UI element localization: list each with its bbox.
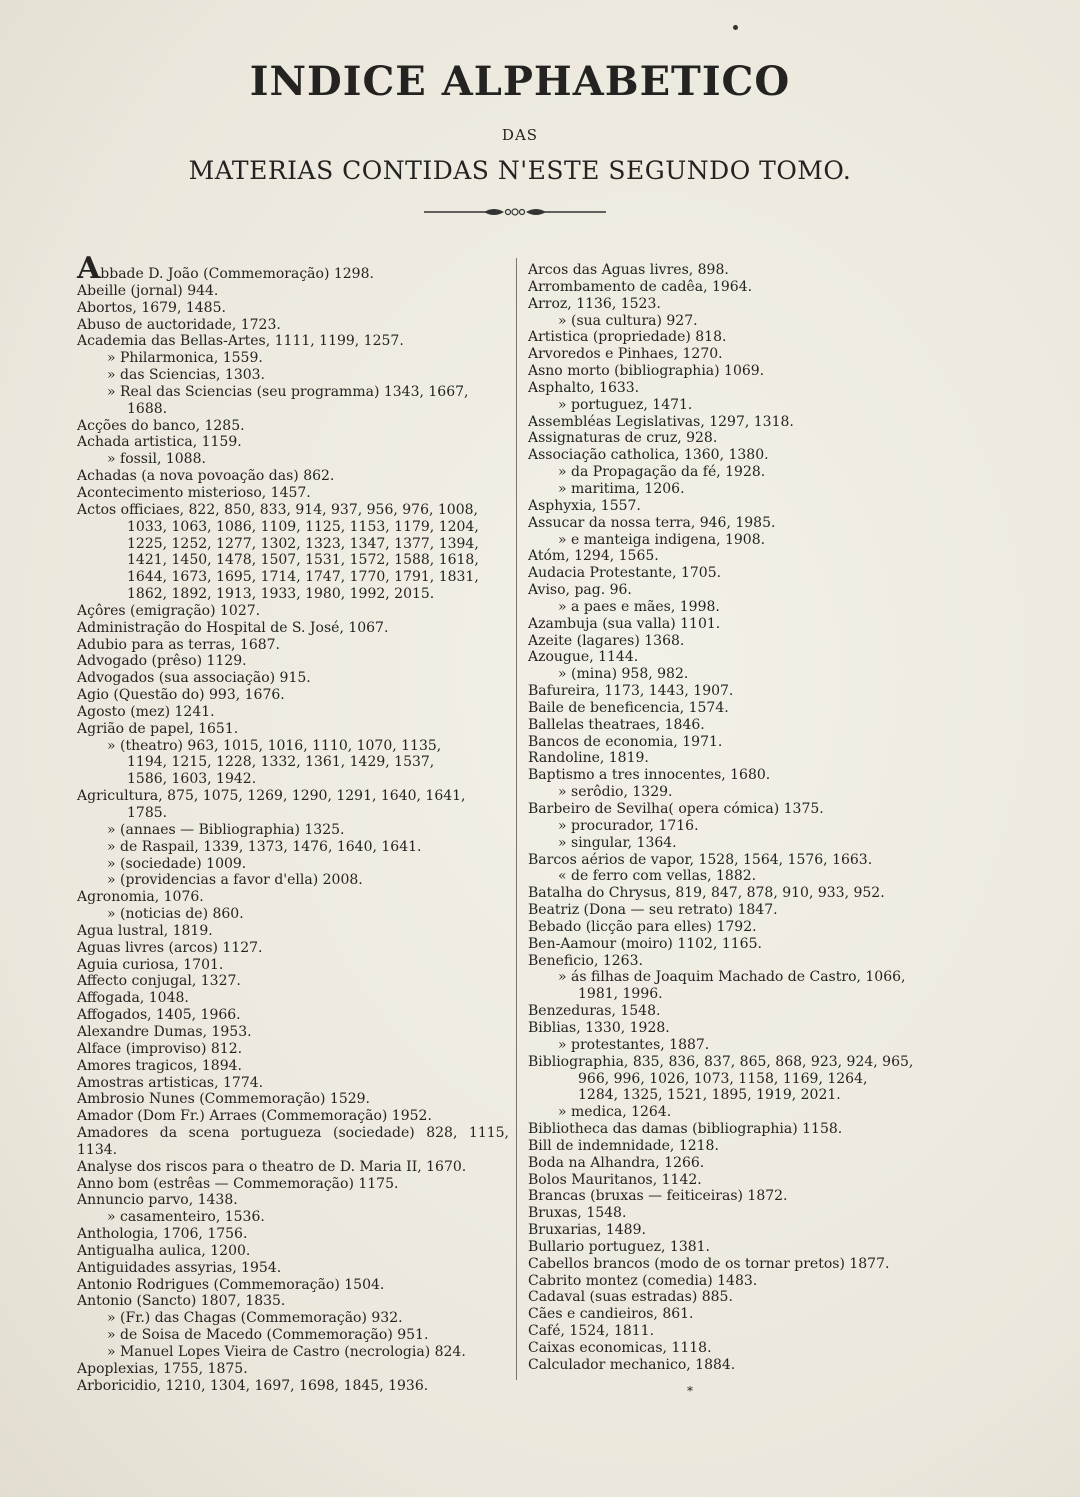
index-entry: » maritima, 1206. [558,480,685,497]
index-entry: Assembléas Legislativas, 1297, 1318. [528,413,794,430]
index-entry: Alexandre Dumas, 1953. [77,1023,252,1040]
index-entry: Atóm, 1294, 1565. [528,548,659,565]
index-entry: 1033, 1063, 1086, 1109, 1125, 1153, 1179, 1204, [127,518,479,535]
index-entry: Bill de indemnidade, 1218. [528,1137,719,1154]
index-entry: » portuguez, 1471. [558,396,693,413]
index-entry: » (noticias de) 860. [107,906,244,923]
index-entry: Cabrito montez (comedia) 1483. [528,1272,758,1289]
index-entry: Antiguidades assyrias, 1954. [77,1259,282,1276]
index-entry: » (sociedade) 1009. [107,855,247,872]
index-entry-text: bbade D. João (Commemoração) 1298. [100,266,374,282]
index-entry: » e manteiga indigena, 1908. [558,531,766,548]
index-entry: 1586, 1603, 1942. [127,771,257,788]
index-entry: Advogado (prêso) 1129. [77,653,247,670]
page-title: INDICE ALPHABETICO [249,58,791,105]
index-entry: Analyse dos riscos para o theatro de D. Maria II, 1670. [77,1158,467,1175]
index-entry: Cães e candieiros, 861. [528,1306,694,1323]
index-entry: Arvoredos e Pinhaes, 1270. [528,346,723,363]
index-entry: Agrião de papel, 1651. [77,720,239,737]
index-entry: Ambrosio Nunes (Commemoração) 1529. [77,1091,371,1108]
index-entry: Amores tragicos, 1894. [77,1057,242,1074]
index-entry: « de ferro com vellas, 1882. [558,868,757,885]
index-entry: Academia das Bellas-Artes, 1111, 1199, 1257. [77,333,404,350]
index-entry: Cadaval (suas estradas) 885. [528,1289,733,1306]
index-entry: Asphalto, 1633. [528,379,640,396]
page-subtitle: DAS [501,126,539,144]
index-entry: » casamenteiro, 1536. [107,1209,265,1226]
index-entry: Audacia Protestante, 1705. [528,565,722,582]
index-entry: 966, 996, 1026, 1073, 1158, 1169, 1264, [578,1070,868,1087]
index-entry: Bruxarias, 1489. [528,1222,646,1239]
index-entry: » de Raspail, 1339, 1373, 1476, 1640, 1641. [107,838,422,855]
index-entry: Agosto (mez) 1241. [77,703,215,720]
index-entry: Anno bom (estrêas — Commemoração) 1175. [77,1175,399,1192]
index-entry: Amador (Dom Fr.) Arraes (Commemoração) 1952. [77,1108,432,1125]
index-entry: Acontecimento misterioso, 1457. [77,484,311,501]
index-entry: Anthologia, 1706, 1756. [77,1226,248,1243]
index-entry: Artistica (propriedade) 818. [528,329,727,346]
index-entry: Achada artistica, 1159. [77,434,242,451]
index-entry: » procurador, 1716. [558,817,699,834]
index-entry: Alface (improviso) 812. [77,1040,243,1057]
index-entry: Bullario portuguez, 1381. [528,1238,710,1255]
index-entry: 1194, 1215, 1228, 1332, 1361, 1429, 1537, [127,754,435,771]
index-entry: Beneficio, 1263. [528,952,643,969]
index-entry: » (providencias a favor d'ella) 2008. [107,872,363,889]
index-entry: Acções do banco, 1285. [77,417,245,434]
index-entry: » (sua cultura) 927. [558,312,698,329]
index-entry: Affecto conjugal, 1327. [77,973,241,990]
index-entry: » fossil, 1088. [107,451,206,468]
index-entry: Adubio para as terras, 1687. [77,636,280,653]
index-entry: Abortos, 1679, 1485. [77,299,226,316]
index-entry: Ballelas theatraes, 1846. [528,716,705,733]
index-entry: Assucar da nossa terra, 946, 1985. [528,514,776,531]
index-entry: 1785. [127,805,168,821]
index-entry: Actos officiaes, 822, 850, 833, 914, 937, 956, 976, 1008, [77,501,478,518]
index-entry: Amadores da scena portugueza (sociedade) 828, 1115, 1134. [77,1125,509,1158]
index-entry: Boda na Alhandra, 1266. [528,1154,705,1171]
index-entry: Arrombamento de cadêa, 1964. [528,278,753,295]
index-entry: Bebado (licção para elles) 1792. [528,918,757,935]
footer-mark: * [687,1384,693,1398]
index-entry: Apoplexias, 1755, 1875. [77,1360,248,1377]
index-entry: Calculador mechanico, 1884. [528,1356,736,1373]
index-entry: » da Propagação da fé, 1928. [558,464,766,481]
index-entry: Azeite (lagares) 1368. [528,632,685,649]
index-entry: Asphyxia, 1557. [528,497,641,514]
index-entry: Antigualha aulica, 1200. [77,1242,251,1259]
index-entry: Batalha do Chrysus, 819, 847, 878, 910, 933, 952. [528,885,885,902]
index-entry: Açôres (emigração) 1027. [77,602,261,619]
index-entry: Randoline, 1819. [528,750,649,767]
index-entry: Antonio (Sancto) 1807, 1835. [77,1293,286,1310]
index-entry: » (mina) 958, 982. [558,666,689,683]
index-entry: » das Sciencias, 1303. [107,367,265,384]
index-entry: Arroz, 1136, 1523. [528,295,661,312]
index-entry: » protestantes, 1887. [558,1036,710,1053]
index-entry: Ben-Aamour (moiro) 1102, 1165. [528,935,762,952]
index-entry: 1644, 1673, 1695, 1714, 1747, 1770, 1791, 1831, [127,569,479,586]
index-entry: Agronomia, 1076. [77,889,204,906]
index-entry: » Philarmonica, 1559. [107,350,263,367]
index-entry: » (theatro) 963, 1015, 1016, 1110, 1070, 1135, [107,737,442,754]
ink-dot [733,25,738,30]
page-subtitle-2: MATERIAS CONTIDAS N'ESTE SEGUNDO TOMO. [188,156,852,185]
index-entry: Azambuja (sua valla) 1101. [528,615,721,632]
index-entry: 1225, 1252, 1277, 1302, 1323, 1347, 1377, 1394, [127,535,479,552]
index-entry: Asno morto (bibliographia) 1069. [528,363,765,380]
index-entry: Caixas economicas, 1118. [528,1340,712,1356]
index-entry: » singular, 1364. [558,834,677,851]
index-entry: Amostras artisticas, 1774. [77,1074,264,1091]
index-entry: Baile de beneficencia, 1574. [528,699,729,716]
index-entry: » ás filhas de Joaquim Machado de Castro, 1066, [558,969,906,986]
index-entry: Barbeiro de Sevilha( opera cómica) 1375. [528,801,824,817]
index-entry: 1862, 1892, 1913, 1933, 1980, 1992, 2015. [127,586,435,603]
index-entry: » a paes e mães, 1998. [558,598,720,615]
index-entry: Bibliotheca das damas (bibliographia) 1158. [528,1121,843,1138]
index-entry: Biblias, 1330, 1928. [528,1019,670,1036]
index-entry: Advogados (sua associação) 915. [77,670,311,687]
index-entry: Benzeduras, 1548. [528,1003,661,1020]
index-entry: 1421, 1450, 1478, 1507, 1531, 1572, 1588, 1618, [127,552,479,569]
index-entry: » serôdio, 1329. [558,784,673,801]
index-entry: 1981, 1996. [578,986,663,1003]
index-entry: Annuncio parvo, 1438. [77,1192,238,1209]
index-entry: Aguas livres (arcos) 1127. [77,939,263,956]
index-entry: » (annaes — Bibliographia) 1325. [107,821,345,838]
index-entry: » medica, 1264. [558,1104,672,1121]
index-entry: Arboricidio, 1210, 1304, 1697, 1698, 1845, 1936. [77,1377,429,1394]
index-entry: Agua lustral, 1819. [77,922,213,939]
index-entry: Achadas (a nova povoação das) 862. [77,468,335,485]
index-entry: 1688. [127,400,168,417]
index-entry: Beatriz (Dona — seu retrato) 1847. [528,902,778,919]
index-entry: 1284, 1325, 1521, 1895, 1919, 2021. [578,1087,841,1104]
index-entry: Administração do Hospital de S. José, 1067. [77,619,389,636]
index-entry: Agricultura, 875, 1075, 1269, 1290, 1291, 1640, 1641, [77,788,466,805]
index-entry: Café, 1524, 1811. [528,1323,655,1340]
index-column-left [77,251,509,1395]
index-entry: Arcos das Aguas livres, 898. [528,262,729,278]
index-entry: » Manuel Lopes Vieira de Castro (necrologia) 824. [107,1344,466,1360]
ornament-divider [424,206,606,218]
index-entry: Associação catholica, 1360, 1380. [528,447,769,464]
index-entry: Brancas (bruxas — feiticeiras) 1872. [528,1188,788,1205]
index-entry: Abeille (jornal) 944. [77,282,219,299]
index-entry: Agio (Questão do) 993, 1676. [77,687,285,704]
drop-cap-letter: A [77,251,101,286]
column-rule [516,258,517,1380]
index-entry: Azougue, 1144. [528,649,639,666]
index-entry: Bancos de economia, 1971. [528,733,723,750]
index-entry: Baptismo a tres innocentes, 1680. [528,767,771,784]
index-entry: Affogada, 1048. [77,990,189,1007]
index-entry: Assignaturas de cruz, 928. [528,430,718,447]
index-entry: Antonio Rodrigues (Commemoração) 1504. [77,1276,385,1293]
index-entry: » (Fr.) das Chagas (Commemoração) 932. [107,1310,403,1327]
index-entry: Bruxas, 1548. [528,1205,627,1222]
index-entry: Aguia curiosa, 1701. [77,956,224,973]
index-entry: Bafureira, 1173, 1443, 1907. [528,683,734,700]
index-entry: » de Soisa de Macedo (Commemoração) 951. [107,1327,429,1344]
index-column-right [528,262,964,1374]
index-entry: Bolos Mauritanos, 1142. [528,1171,702,1188]
index-entry: Affogados, 1405, 1966. [77,1007,241,1024]
index-entry: Cabellos brancos (modo de os tornar pretos) 1877. [528,1255,890,1272]
index-entry: Aviso, pag. 96. [528,582,632,599]
index-entry: Bibliographia, 835, 836, 837, 865, 868, 923, 924, 965, [528,1053,914,1070]
index-entry: Barcos aérios de vapor, 1528, 1564, 1576, 1663. [528,851,873,868]
index-entry: » Real das Sciencias (seu programma) 1343, 1667, [107,383,469,400]
index-entry [77,251,509,286]
index-entry: Abuso de auctoridade, 1723. [77,316,281,333]
